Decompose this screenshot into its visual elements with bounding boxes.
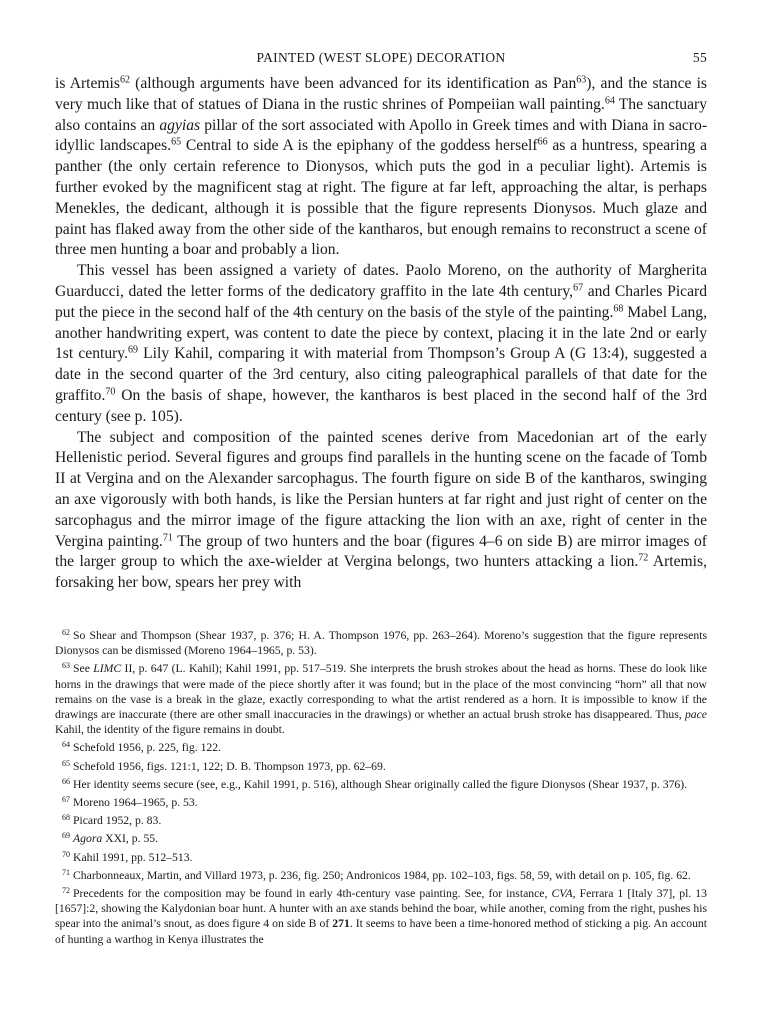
text-run: On the basis of shape, however, the kantharos is best placed in the second half of the 3rd century (see p. 105).: [55, 386, 707, 425]
footnote: [55, 740, 707, 755]
footnote-ref: 66: [537, 136, 548, 148]
footnote: [55, 868, 707, 883]
footnote-number: 72: [62, 885, 70, 895]
text-run: XXI, p. 55.: [102, 832, 159, 846]
text-run: Picard 1952, p. 83.: [73, 814, 162, 828]
footnote-ref: 69: [128, 344, 138, 356]
text-run: pillar of the sort associated with Apollo in Greek times and with Diana in sacro-idyllic landscapes.: [55, 116, 708, 155]
text-run: This vessel has been assigned a variety of dates. Paolo Moreno, on the authority of Margherita Guarducci, dated the letter forms of the dedicatory graffito in the late 4th century,: [55, 262, 707, 300]
footnote-ref: 64: [604, 95, 615, 107]
text-run: , Ferrara 1 [Italy 37], pl. 13 [1657]:2, showing the Kalydonian boar hunt. A hunter with an axe stands behind the boar, while another, coming from the right, pushes his spear into the animal’s snout, as does figure 4 on side B of: [55, 886, 707, 931]
text-run: (although arguments have been advanced for its identification as Pan: [129, 75, 577, 92]
running-header: [55, 44, 707, 74]
paragraph: [55, 74, 707, 261]
paragraph: [55, 428, 707, 594]
footnote: [55, 795, 707, 810]
footnote-ref: 67: [573, 282, 584, 294]
text-run: Her identity seems secure (see, e.g., Kahil 1991, p. 516), although Shear originally called the figure Dionysos (Shear 1937, p. 376).: [73, 777, 688, 791]
document-page: [55, 44, 707, 950]
paragraph: [55, 261, 707, 427]
text-run: . It seems to have been a time-honored method of sticking a pig. An account of hunting a warthog in Kenya illustrates the: [55, 917, 707, 946]
footnote-number: 70: [62, 849, 70, 859]
footnotes: [55, 628, 707, 947]
footnote-number: 69: [62, 831, 70, 841]
footnote: [55, 759, 707, 774]
footnote-ref: 71: [162, 532, 173, 544]
text-run: Lily Kahil, comparing it with material from Thompson’s Group A (G 13:4), suggested a date in the second quarter of the 3rd century, also citing paleographical parallels of that date for the graffito.: [55, 345, 707, 404]
footnote-number: 62: [62, 627, 70, 637]
text-run: So Shear and Thompson (Shear 1937, p. 376; H. A. Thompson 1976, pp. 263–264). Moreno’s suggestion that the figure represents Dionysos can be dismissed (Moreno 1964–1965, p. 53).: [55, 628, 707, 658]
italic-text: Agora: [73, 832, 103, 846]
footnote-number: 63: [62, 661, 70, 671]
footnote: [55, 850, 707, 865]
running-title: PAINTED (WEST SLOPE) DECORATION: [256, 50, 506, 65]
text-run: Central to side A is the epiphany of the goddess herself: [181, 137, 538, 155]
text-run: Precedents for the composition may be found in early 4th-century vase painting. See, for instance,: [73, 886, 552, 900]
body-text: [55, 74, 707, 594]
text-run: The subject and composition of the painted scenes derive from Macedonian art of the early Hellenistic period. Several figures and groups find parallels in the hunting scene on the facade of Tomb II at Vergina and on the Alexander sarcophagus. The fourth figure on side B of the kantharos, swinging an axe vigorously with both hands, is like the Persian hunters at far right and just right of center on the sarcophagus and the mirror image of the figure attacking the lion with an axe, right of center in the Vergina painting.: [55, 428, 707, 550]
footnote-ref: 62: [119, 74, 130, 86]
footnote: [55, 813, 707, 828]
footnote-number: 71: [62, 867, 70, 877]
footnote-ref: 70: [105, 386, 116, 398]
text-run: The group of two hunters and the boar (figures 4–6 on side B) are mirror images of the larger group to which the axe-wielder at Vergina belongs, two hunters attacking a lion.: [55, 532, 707, 571]
text-run: and Charles Picard put the piece in the second half of the 4th century on the basis of the style of the painting.: [55, 282, 707, 321]
footnote-number: 67: [62, 794, 70, 804]
footnote-ref: 72: [638, 552, 649, 564]
text-run: as a huntress, spearing a panther (the only certain reference to Dionysos, which puts the god in a peculiar light). Artemis is further evoked by the magnificent stag at right. The figure at far left, approaching the altar, is perhaps Menekles, the dedicant, although it is possible that the figure represents Dionysos. Much glaze and paint has flaked away from the other side of the kantharos, but enough remains to reconstruct a scene of three men hunting a boar and probably a lion.: [55, 137, 707, 259]
footnote: [55, 661, 707, 737]
text-run: Kahil 1991, pp. 512–513.: [73, 850, 193, 864]
text-run: Schefold 1956, figs. 121:1, 122; D. B. Thompson 1973, pp. 62–69.: [73, 759, 386, 773]
text-run: Charbonneaux, Martin, and Villard 1973, p. 236, fig. 250; Andronicos 1984, pp. 102–103, figs. 58, 59, with detail on p. 105, fig. 62.: [73, 868, 691, 882]
text-run: The sanctuary also contains an: [55, 95, 707, 134]
text-run: Moreno 1964–1965, p. 53.: [73, 795, 198, 809]
footnote-number: 68: [62, 813, 70, 823]
text-run: II, p. 647 (L. Kahil); Kahil 1991, pp. 517–519. She interprets the brush strokes about the head as horns. These do look like horns in the drawings that were made of the piece shortly after it was found; but in the place of the most convincing “horn” all that now remains on the vase is a break in the glaze, exactly corresponding to what the artist rendered as a horn. It is impossible to know if the drawings are inaccurate (there are other small inaccuracies in the drawings) or whether an actual brush stroke has disappeared. Thus,: [55, 662, 707, 721]
text-run: Mabel Lang, another handwriting expert, was content to date the piece by context, placing it in the late 2nd or early 1st century.: [55, 303, 707, 363]
italic-text: agyias: [159, 116, 201, 134]
italic-text: pace: [684, 707, 707, 721]
footnote: [55, 886, 707, 947]
footnote: [55, 628, 707, 658]
text-run: Schefold 1956, p. 225, fig. 122.: [73, 741, 222, 755]
text-run: Kahil, the identity of the figure remains in doubt.: [55, 723, 285, 737]
italic-text: LIMC: [93, 662, 122, 676]
text-run: See: [73, 662, 94, 676]
footnote: [55, 831, 707, 846]
italic-text: CVA: [551, 886, 573, 900]
text-run: is Artemis: [55, 75, 120, 92]
footnote-number: 65: [62, 758, 70, 768]
footnote-ref: 68: [613, 303, 624, 315]
bold-text: 271: [332, 917, 350, 931]
footnote-ref: 63: [576, 74, 587, 86]
text-run: Artemis, forsaking her bow, spears her prey with: [55, 553, 707, 592]
footnote-number: 64: [62, 740, 70, 750]
text-run: ), and the stance is very much like that of statues of Diana in the rustic shrines of Pompeiian wall painting.: [55, 75, 707, 113]
footnote-number: 66: [62, 776, 70, 786]
footnote-ref: 65: [171, 136, 182, 148]
footnote: [55, 777, 707, 792]
page-number: 55: [692, 50, 707, 65]
